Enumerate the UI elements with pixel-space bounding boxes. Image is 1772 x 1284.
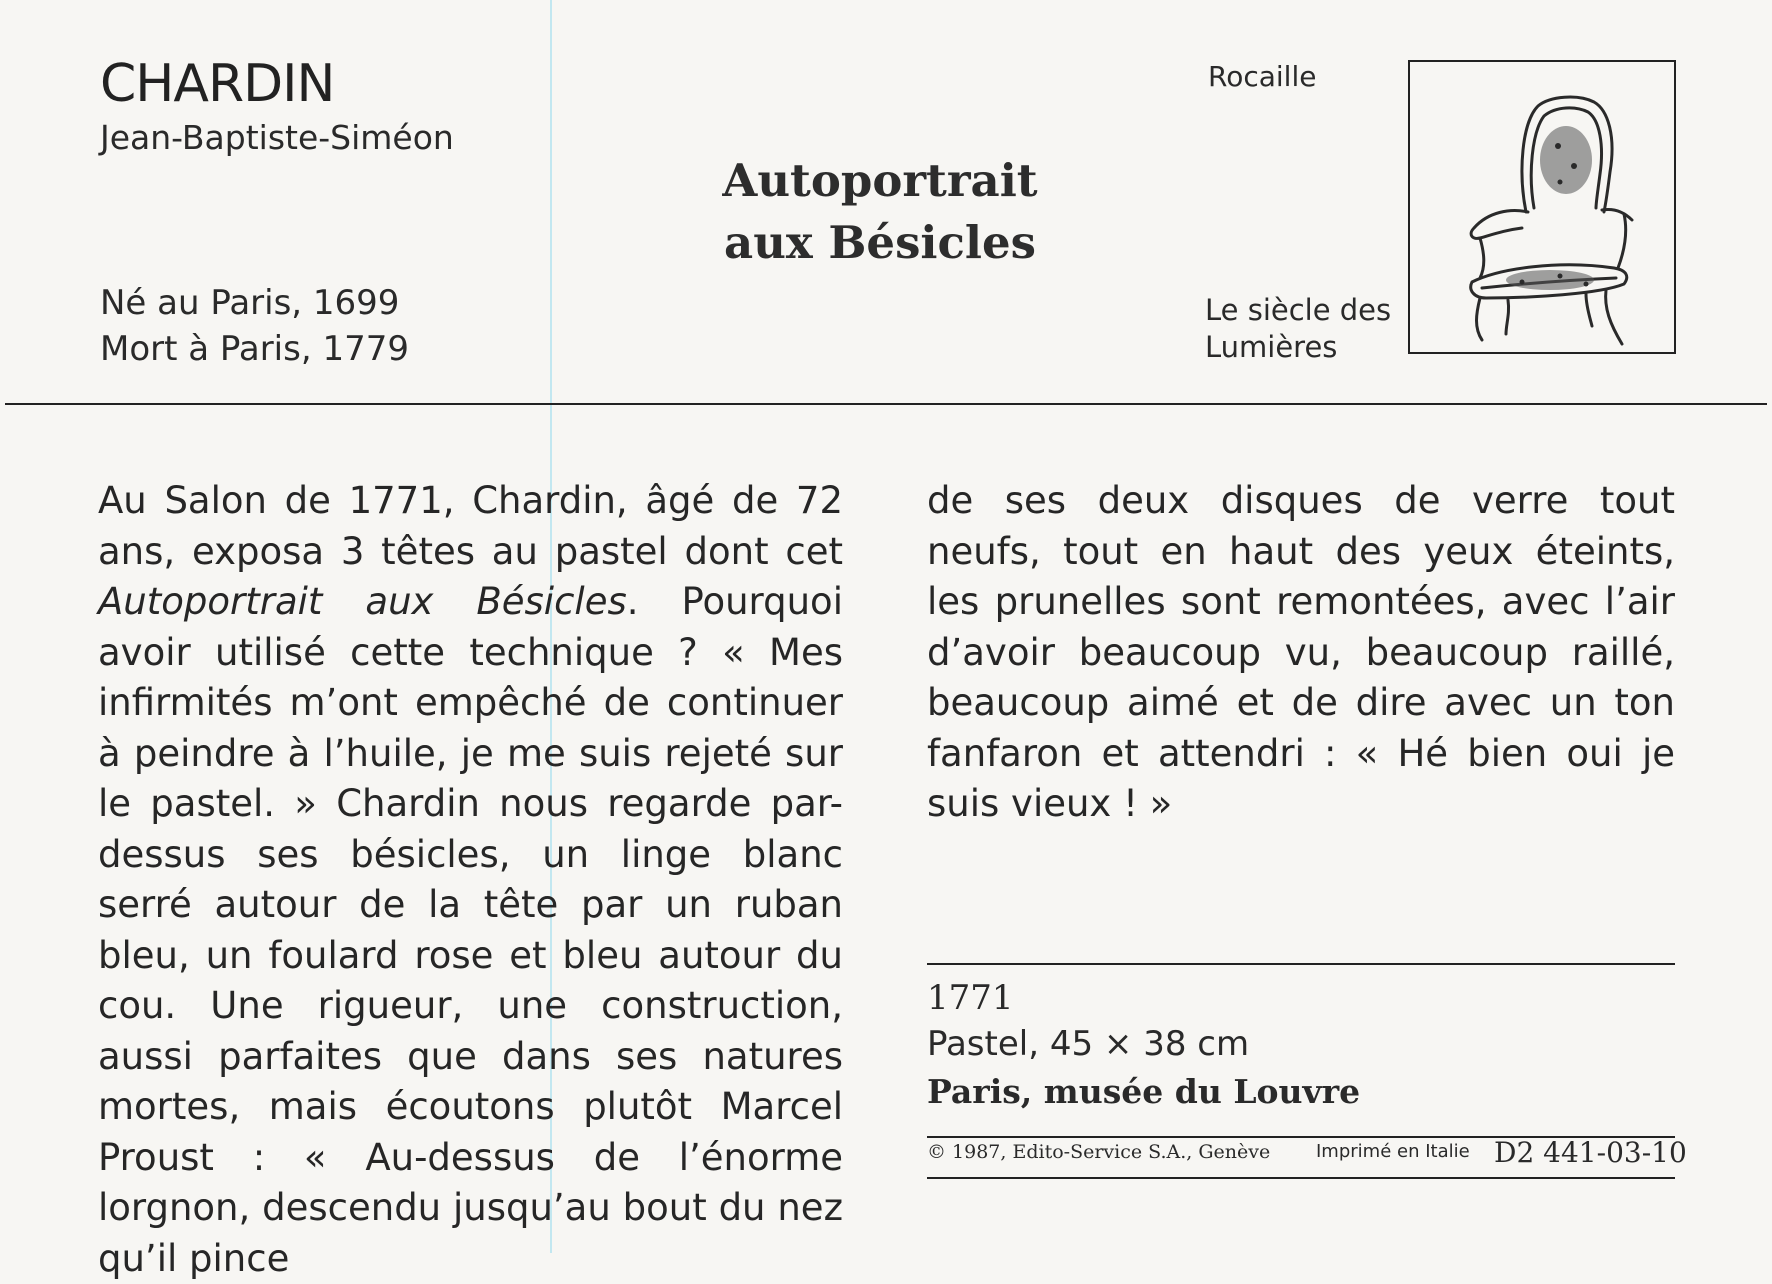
artist-surname: CHARDIN: [100, 54, 335, 114]
artist-life-dates: [100, 280, 409, 372]
era-line2: Lumières: [1205, 330, 1338, 364]
period-style: Rocaille: [1208, 60, 1317, 93]
artwork-date: 1771: [927, 978, 1014, 1018]
description-paragraph-right: de ses deux disques de verre tout neufs, tout en haut des yeux éteints, les prunelles sont remontées, avec l’air d’avoir beaucoup vu, beaucoup raillé, beaucoup aimé et de dire avec un ton fanfaron et attendri : « Hé bien oui je suis vieux ! »: [927, 479, 1675, 825]
print-origin: Imprimé en Italie: [1316, 1141, 1470, 1162]
description-text-continued: . Pourquoi avoir utilisé cette technique ? « Mes infirmités m’ont empêché de continuer à peindre à l’huile, je me suis rejeté sur le pastel. » Chardin nous regarde par-dessus ses bésicles, un linge blanc serré autour de la tête par un ruban bleu, un foulard rose et bleu autour du cou. Une rigueur, une construction, aussi parfaites que dans ses natures mortes, mais écoutons plutôt Marcel Proust : « Au-dessus de l’énorme lorgnon, descendu jusqu’au bout du nez qu’il pince: [98, 580, 843, 1280]
copyright-notice: © 1987, Edito-Service S.A., Genève: [927, 1141, 1271, 1163]
description-italic-title: Autoportrait aux Bésicles: [98, 580, 627, 623]
period-era: [1205, 292, 1391, 366]
armchair-icon: [1410, 62, 1674, 352]
details-divider: [927, 963, 1675, 965]
top-section-divider: [5, 403, 1767, 405]
description-column-left: [98, 476, 843, 1284]
armchair-illustration-frame: [1408, 60, 1676, 354]
artist-given-names: Jean-Baptiste-Siméon: [100, 118, 454, 157]
artwork-title-line1: Autoportrait: [722, 154, 1038, 207]
artwork-location: Paris, musée du Louvre: [927, 1072, 1361, 1111]
artwork-title: [690, 150, 1070, 274]
death-info: Mort à Paris, 1779: [100, 329, 409, 369]
reference-code: D2 441-03-10: [1494, 1136, 1687, 1169]
description-paragraph-left: [98, 476, 843, 1284]
era-line1: Le siècle des: [1205, 293, 1392, 327]
description-column-right: [927, 476, 1675, 830]
description-text-start: Au Salon de 1771, Chardin, âgé de 72 ans, exposa 3 têtes au pastel dont cet: [98, 479, 843, 573]
footer-divider-bottom: [927, 1177, 1675, 1179]
artwork-title-line2: aux Bésicles: [724, 216, 1036, 269]
birth-info: Né au Paris, 1699: [100, 283, 400, 323]
artwork-medium: Pastel, 45 × 38 cm: [927, 1024, 1250, 1064]
